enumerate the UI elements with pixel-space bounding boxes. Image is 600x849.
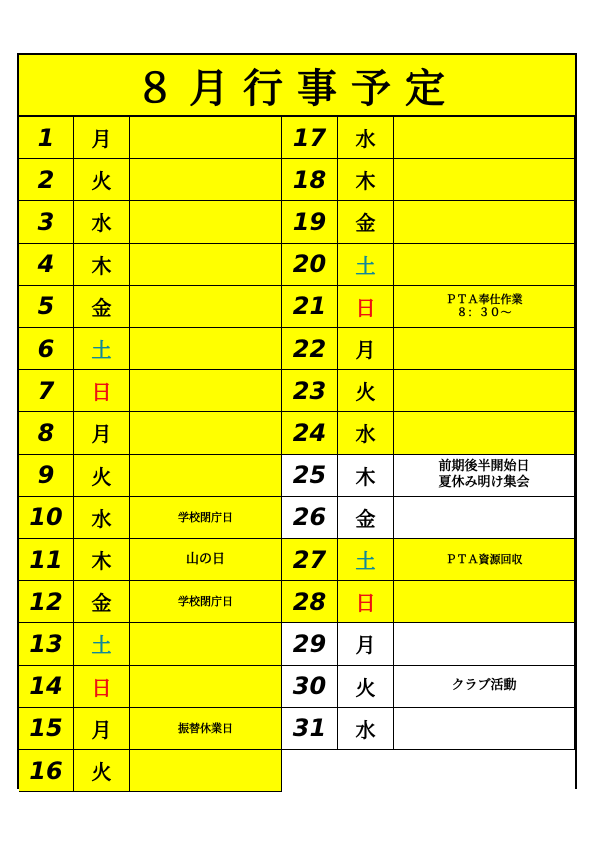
event-cell — [394, 666, 575, 708]
day-number: 9 — [19, 455, 74, 497]
weekday-label: 火 — [74, 750, 130, 792]
calendar-sheet — [17, 53, 577, 789]
day-number: 2 — [19, 159, 74, 201]
event-cell — [130, 750, 282, 792]
weekday-label: 日 — [338, 286, 394, 328]
weekday-label: 水 — [338, 708, 394, 750]
event-cell — [394, 539, 575, 581]
day-number: 31 — [282, 708, 338, 750]
weekday-label: 土 — [338, 539, 394, 581]
day-number: 7 — [19, 370, 74, 412]
event-cell — [394, 708, 575, 750]
day-number: 6 — [19, 328, 74, 370]
day-number: 16 — [19, 750, 74, 792]
day-number: 4 — [19, 244, 74, 286]
weekday-label: 土 — [74, 328, 130, 370]
day-number: 29 — [282, 623, 338, 665]
event-cell — [130, 623, 282, 665]
event-cell — [394, 455, 575, 497]
day-number: 10 — [19, 497, 74, 539]
day-number: 24 — [282, 412, 338, 454]
event-cell — [394, 581, 575, 623]
weekday-label: 金 — [74, 581, 130, 623]
weekday-label: 金 — [338, 201, 394, 243]
day-number: 19 — [282, 201, 338, 243]
day-number: 1 — [19, 117, 74, 159]
event-text: 学校閉庁日 — [178, 510, 233, 524]
event-cell — [130, 455, 282, 497]
day-number: 15 — [19, 708, 74, 750]
event-cell — [394, 497, 575, 539]
event-cell — [394, 159, 575, 201]
day-number: 27 — [282, 539, 338, 581]
weekday-label: 日 — [338, 581, 394, 623]
event-cell — [130, 708, 282, 750]
weekday-label: 水 — [74, 497, 130, 539]
empty-area — [282, 750, 575, 792]
weekday-label: 水 — [338, 117, 394, 159]
weekday-label: 水 — [74, 201, 130, 243]
event-cell — [394, 286, 575, 328]
event-text: 夏休み明け集会 — [438, 475, 530, 491]
day-number: 28 — [282, 581, 338, 623]
day-number: 11 — [19, 539, 74, 581]
event-cell — [394, 328, 575, 370]
event-cell — [130, 497, 282, 539]
weekday-label: 月 — [74, 708, 130, 750]
weekday-label: 木 — [338, 159, 394, 201]
day-number: 14 — [19, 666, 74, 708]
weekday-label: 金 — [338, 497, 394, 539]
weekday-label: 日 — [74, 666, 130, 708]
weekday-label: 月 — [338, 328, 394, 370]
weekday-label: 火 — [74, 455, 130, 497]
weekday-label: 月 — [338, 623, 394, 665]
event-cell — [130, 244, 282, 286]
event-cell — [130, 539, 282, 581]
weekday-label: 金 — [74, 286, 130, 328]
day-number: 13 — [19, 623, 74, 665]
event-cell — [394, 244, 575, 286]
event-text: ８：３０～ — [456, 306, 512, 320]
weekday-label: 土 — [338, 244, 394, 286]
day-number: 18 — [282, 159, 338, 201]
day-number: 17 — [282, 117, 338, 159]
event-cell — [394, 370, 575, 412]
day-number: 8 — [19, 412, 74, 454]
day-number: 12 — [19, 581, 74, 623]
weekday-label: 木 — [338, 455, 394, 497]
event-text: 前期後半開始日 — [438, 459, 530, 475]
event-cell — [130, 286, 282, 328]
event-text: 学校閉庁日 — [178, 595, 233, 609]
day-number: 5 — [19, 286, 74, 328]
event-cell — [130, 370, 282, 412]
event-text: 山の日 — [185, 551, 225, 567]
event-cell — [130, 581, 282, 623]
day-number: 21 — [282, 286, 338, 328]
weekday-label: 火 — [338, 370, 394, 412]
day-number: 30 — [282, 666, 338, 708]
event-cell — [130, 666, 282, 708]
event-text: クラブ活動 — [451, 678, 517, 694]
weekday-label: 火 — [338, 666, 394, 708]
event-cell — [394, 623, 575, 665]
weekday-label: 月 — [74, 412, 130, 454]
event-cell — [130, 159, 282, 201]
event-text: 振替休業日 — [178, 721, 233, 735]
day-number: 22 — [282, 328, 338, 370]
event-cell — [130, 201, 282, 243]
event-cell — [394, 412, 575, 454]
weekday-label: 木 — [74, 539, 130, 581]
event-text: ＰＴＡ資源回収 — [445, 553, 523, 567]
day-number: 3 — [19, 201, 74, 243]
event-cell — [394, 201, 575, 243]
weekday-label: 日 — [74, 370, 130, 412]
day-number: 25 — [282, 455, 338, 497]
event-cell — [130, 328, 282, 370]
weekday-label: 火 — [74, 159, 130, 201]
weekday-label: 木 — [74, 244, 130, 286]
page-title: ８月行事予定 — [19, 55, 575, 117]
day-number: 20 — [282, 244, 338, 286]
weekday-label: 水 — [338, 412, 394, 454]
event-cell — [130, 412, 282, 454]
event-text: ＰＴＡ奉仕作業 — [445, 293, 523, 307]
weekday-label: 土 — [74, 623, 130, 665]
day-number: 23 — [282, 370, 338, 412]
event-cell — [130, 117, 282, 159]
event-cell — [394, 117, 575, 159]
weekday-label: 月 — [74, 117, 130, 159]
day-number: 26 — [282, 497, 338, 539]
